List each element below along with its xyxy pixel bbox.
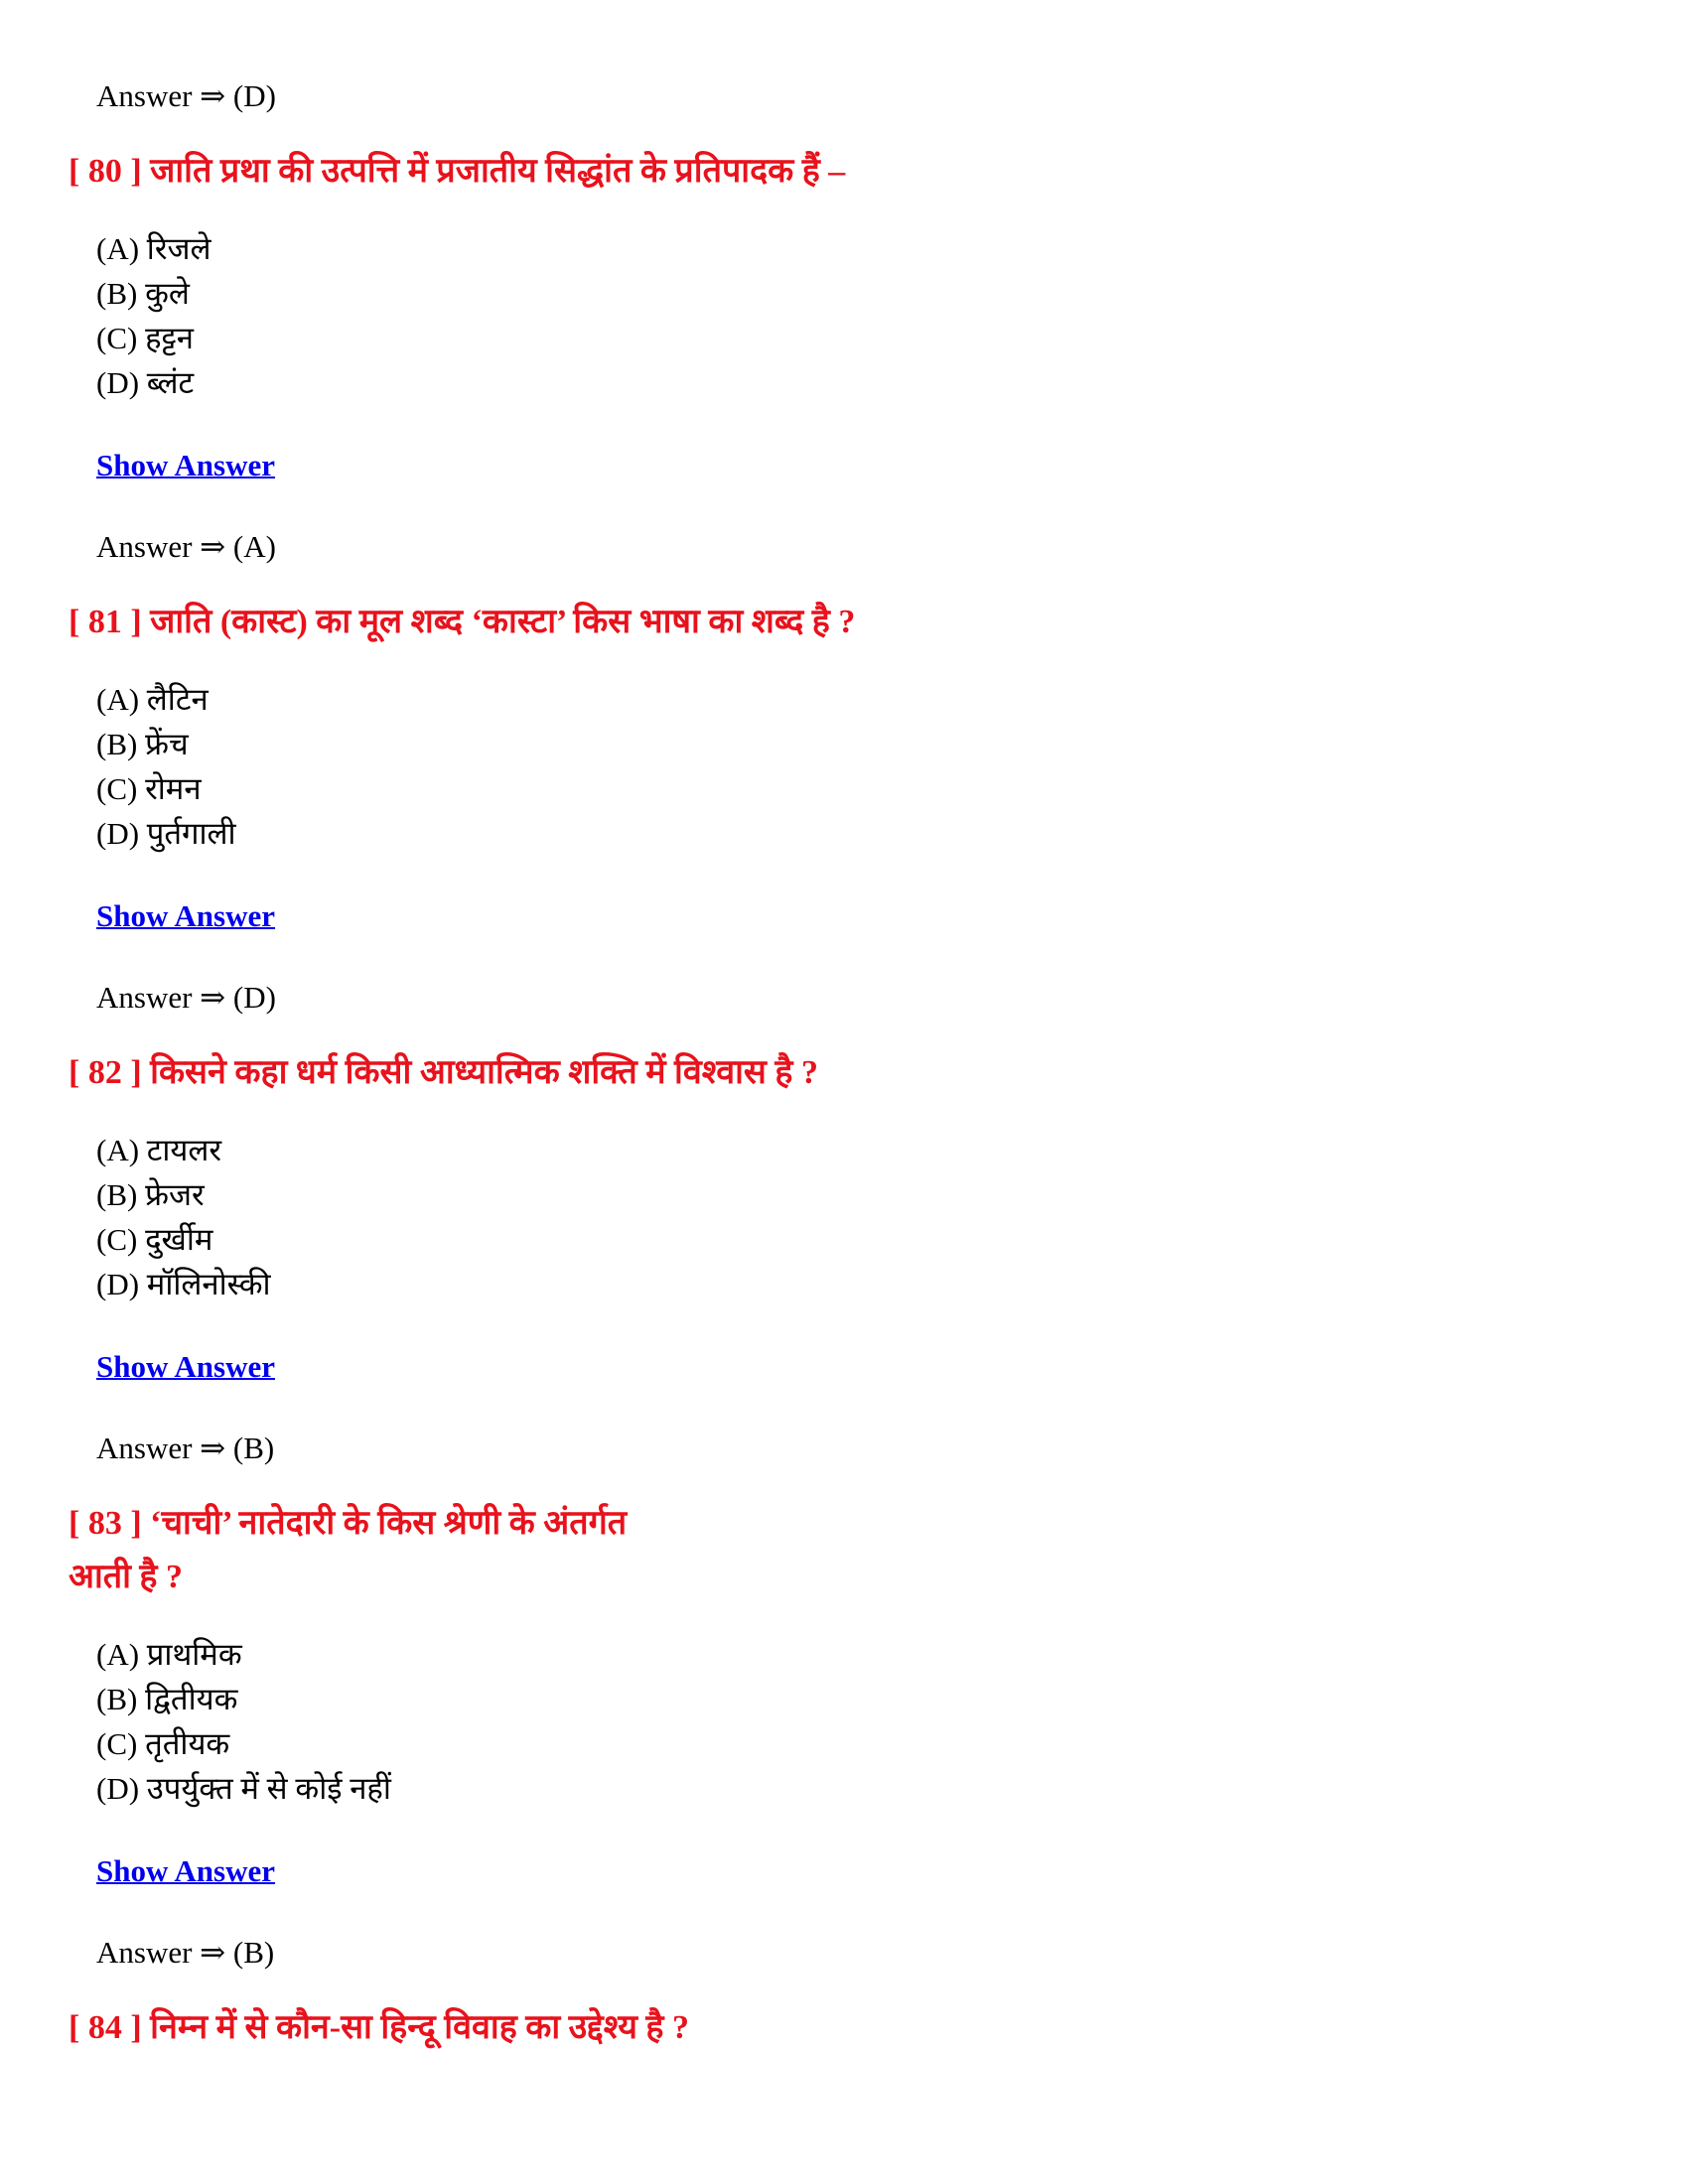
option-d: (D) ब्लंट <box>96 365 195 400</box>
option-c: (C) हट्टन <box>96 321 194 355</box>
question-heading-80: [ 80 ] जाति प्रथा की उत्पत्ति में प्रजातीय सिद्धांत के प्रतिपादक हैं – <box>69 153 846 190</box>
answer-reveal-82: Answer ⇒ (B) <box>96 1431 275 1465</box>
option-b: (B) फ्रेजर <box>96 1177 205 1212</box>
question-block-82 <box>69 1046 1628 1467</box>
option-d: (D) उपर्युक्त में से कोई नहीं <box>96 1771 391 1806</box>
question-heading-83 <box>69 1497 1628 1604</box>
option-a: (A) टायलर <box>96 1133 222 1167</box>
question-heading-82: [ 82 ] किसने कहा धर्म किसी आध्यात्मिक शक्ति में विश्वास है ? <box>69 1054 818 1091</box>
option-c: (C) दुर्खीम <box>96 1222 213 1257</box>
options-list-82 <box>96 1128 1628 1306</box>
question-block-84 <box>69 2001 1628 2055</box>
options-list-83 <box>96 1632 1628 1811</box>
option-c: (C) तृतीयक <box>96 1726 230 1761</box>
options-list-81 <box>96 677 1628 856</box>
show-answer-link-83[interactable]: Show Answer <box>96 1853 276 1888</box>
question-heading-84: [ 84 ] निम्न में से कौन-सा हिन्दू विवाह का उद्देश्य है ? <box>69 2009 689 2046</box>
answer-reveal-83: Answer ⇒ (B) <box>96 1935 275 1970</box>
option-b: (B) द्वितीयक <box>96 1682 238 1716</box>
answer-reveal-80: Answer ⇒ (A) <box>96 529 276 564</box>
option-c: (C) रोमन <box>96 771 202 806</box>
answer-reveal-previous: Answer ⇒ (D) <box>96 78 276 113</box>
question-block-83 <box>69 1497 1628 1972</box>
answer-reveal-81: Answer ⇒ (D) <box>96 980 276 1015</box>
show-answer-link-82[interactable]: Show Answer <box>96 1349 276 1384</box>
show-answer-link-80[interactable]: Show Answer <box>96 448 276 482</box>
question-heading-81: [ 81 ] जाति (कास्ट) का मूल शब्द ‘कास्टा’ किस भाषा का शब्द है ? <box>69 604 856 640</box>
option-b: (B) फ्रेंच <box>96 727 189 761</box>
option-a: (A) लैटिन <box>96 682 209 717</box>
option-b: (B) कुले <box>96 276 190 311</box>
question-heading-line1: [ 83 ] ‘चाची’ नातेदारी के किस श्रेणी के अंतर्गत <box>69 1505 628 1542</box>
question-block-80 <box>69 145 1628 566</box>
show-answer-row-81 <box>96 897 1628 935</box>
option-d: (D) पुर्तगाली <box>96 816 236 851</box>
show-answer-row-80 <box>96 447 1628 484</box>
question-block-81 <box>69 596 1628 1017</box>
question-heading-line2: आती है ? <box>69 1559 183 1595</box>
options-list-80 <box>96 226 1628 405</box>
show-answer-row-82 <box>96 1348 1628 1386</box>
show-answer-row-83 <box>96 1852 1628 1890</box>
option-a: (A) प्राथमिक <box>96 1637 242 1672</box>
option-d: (D) मॉलिनोस्की <box>96 1267 271 1301</box>
option-a: (A) रिजले <box>96 231 211 266</box>
show-answer-link-81[interactable]: Show Answer <box>96 898 276 933</box>
